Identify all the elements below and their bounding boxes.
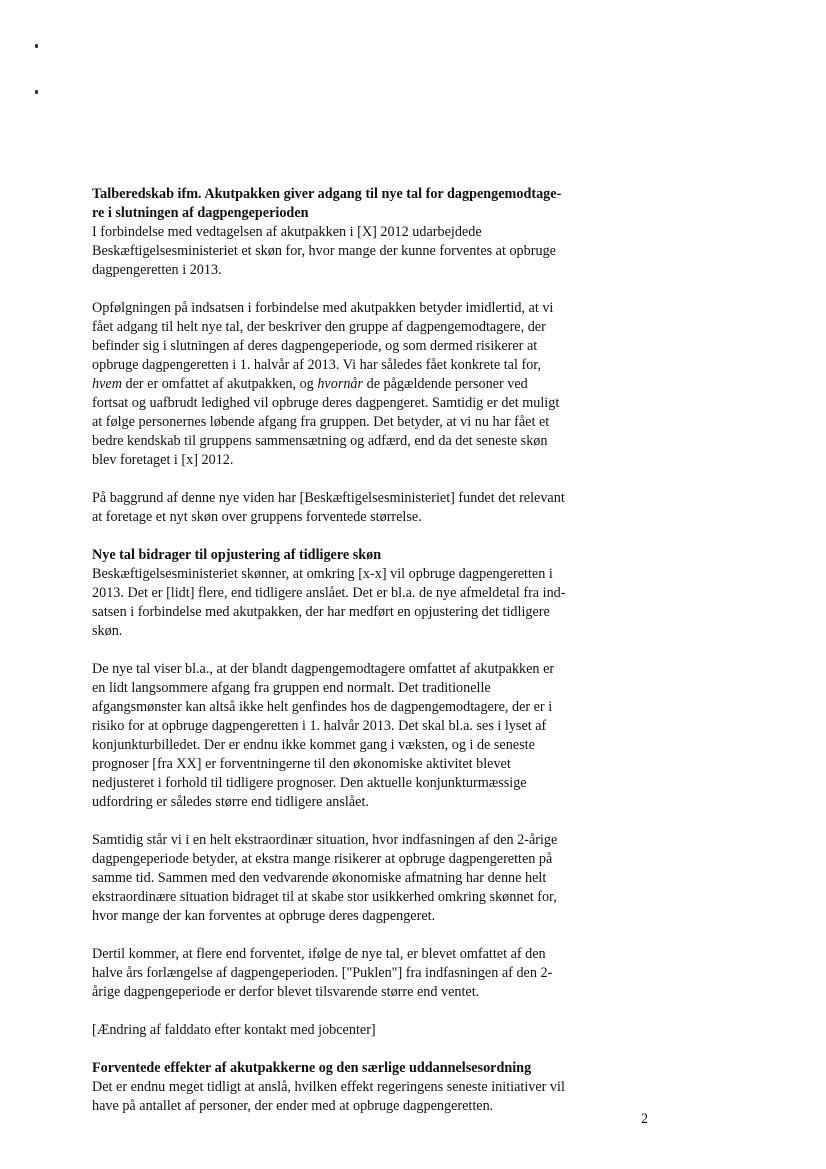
section-baggrund	[92, 489, 612, 527]
text-line: [Ændring af falddato efter kontakt med jobcenter]	[92, 1022, 376, 1038]
text-line: I forbindelse med vedtagelsen af akutpakken i [X] 2012 udarbejdede	[92, 224, 482, 240]
text-line-with-emphasis	[92, 375, 612, 394]
text-line: Beskæftigelsesministeriet et skøn for, hvor mange der kunne forventes at opbruge	[92, 243, 556, 259]
text-line: fået adgang til helt nye tal, der beskriver den gruppe af dagpengemodtagere, der	[92, 319, 546, 335]
section-dertil	[92, 945, 612, 1002]
text-line: afgangsmønster kan altså ikke helt genfindes hos de dagpengemodtagere, der er i	[92, 699, 553, 715]
emphasis-hvem: hvem	[92, 376, 122, 392]
text-line: prognoser [fra XX] er forventningerne til den økonomiske aktivitet blevet	[92, 756, 511, 772]
text-line: halve års forlængelse af dagpengeperioden. ["Puklen"] fra indfasningen af den 2-	[92, 965, 553, 981]
text-line: konjunkturbilledet. Der er endnu ikke kommet gang i væksten, og i de seneste	[92, 737, 535, 753]
text-line: befinder sig i slutningen af deres dagpengeperiode, og som dermed risikerer at	[92, 338, 538, 354]
text-line: blev foretaget i [x] 2012.	[92, 452, 234, 468]
text-line: samme tid. Sammen med den vedvarende økonomiske afmatning har denne helt	[92, 870, 547, 886]
text-line: skøn.	[92, 623, 123, 639]
text-line: risiko for at opbruge dagpengeretten i 1. halvår 2013. Det skal bl.a. ses i lyset af	[92, 718, 547, 734]
section-opfoelgning	[92, 299, 612, 470]
section-afgang	[92, 660, 612, 812]
emphasis-hvornaar: hvornår	[317, 376, 364, 392]
text-line: ekstraordinære situation bidraget til at skabe stor usikkerhed omkring skønnet for,	[92, 889, 557, 905]
text-line: Dertil kommer, at flere end forventet, ifølge de nye tal, er blevet omfattet af den	[92, 946, 546, 962]
text-line: dagpengeperiode betyder, at ekstra mange risikerer at opbruge dagpengeretten på	[92, 851, 553, 867]
text-line: Samtidig står vi i en helt ekstraordinær situation, hvor indfasningen af den 2-årige	[92, 832, 558, 848]
text-line: De nye tal viser bl.a., at der blandt dagpengemodtagere omfattet af akutpakken er	[92, 661, 555, 677]
text-line: opbruge dagpengeretten i 1. halvår af 2013. Vi har således fået konkrete tal for,	[92, 357, 541, 373]
text-line: bedre kendskab til gruppens sammensætning og adfærd, end da det seneste skøn	[92, 433, 548, 449]
paragraph	[92, 1078, 612, 1116]
text-line: at følge personernes løbende afgang fra gruppen. Det betyder, at vi nu har fået et	[92, 414, 550, 430]
paragraph	[92, 945, 612, 1002]
paragraph	[92, 489, 612, 527]
text-line: nedjusteret i forhold til tidligere prognoser. Den aktuelle konjunkturmæssige	[92, 775, 527, 791]
section-heading: re i slutningen af dagpengeperioden	[92, 205, 309, 221]
text-line: årige dagpengeperiode er derfor blevet tilsvarende større end ventet.	[92, 984, 480, 1000]
section-ekstraordinaer	[92, 831, 612, 926]
paragraph	[92, 565, 612, 641]
text-line: fortsat og uafbrudt ledighed vil opbruge deres dagpengeret. Samtidig er det muligt	[92, 395, 560, 411]
text-line: udfordring er således større end tidligere anslået.	[92, 794, 369, 810]
document-body	[92, 185, 612, 1135]
paragraph	[92, 1021, 612, 1040]
paragraph	[92, 660, 612, 812]
section-talberedskab	[92, 185, 612, 280]
text-segment: der er omfattet af akutpakken, og	[121, 376, 318, 392]
text-line: Opfølgningen på indsatsen i forbindelse med akutpakken betyder imidlertid, at vi	[92, 300, 554, 316]
section-heading: Nye tal bidrager til opjustering af tidligere skøn	[92, 547, 382, 563]
text-line: dagpengeretten i 2013.	[92, 262, 222, 278]
paragraph	[92, 831, 612, 926]
section-forventede-effekter	[92, 1059, 612, 1116]
section-nye-tal	[92, 546, 612, 641]
text-line: Beskæftigelsesministeriet skønner, at omkring [x-x] vil opbruge dagpengeretten i	[92, 566, 553, 582]
text-line: Det er endnu meget tidligt at anslå, hvilken effekt regeringens seneste initiativer vil	[92, 1079, 565, 1095]
text-line: 2013. Det er [lidt] flere, end tidligere anslået. Det er bl.a. de nye afmeldetal fra ind-	[92, 585, 566, 601]
text-line: På baggrund af denne nye viden har [Beskæftigelsesministeriet] fundet det relevant	[92, 490, 565, 506]
section-heading: Forventede effekter af akutpakkerne og den særlige uddannelsesordning	[92, 1060, 532, 1076]
paragraph	[92, 299, 612, 470]
text-segment: de pågældende personer ved	[363, 376, 528, 392]
paragraph	[92, 223, 612, 280]
section-aendring	[92, 1021, 612, 1040]
page-number: 2	[641, 1111, 649, 1127]
margin-mark	[35, 90, 38, 94]
margin-mark	[35, 44, 38, 48]
text-line: satsen i forbindelse med akutpakken, der har medført en opjustering det tidligere	[92, 604, 550, 620]
section-heading: Talberedskab ifm. Akutpakken giver adgang til nye tal for dagpengemodtage-	[92, 186, 562, 202]
text-line: have på antallet af personer, der ender med at opbruge dagpengeretten.	[92, 1098, 494, 1114]
text-line: en lidt langsommere afgang fra gruppen end normalt. Det traditionelle	[92, 680, 491, 696]
text-line: hvor mange der kan forventes at opbruge deres dagpengeret.	[92, 908, 436, 924]
text-line: at foretage et nyt skøn over gruppens forventede størrelse.	[92, 509, 422, 525]
